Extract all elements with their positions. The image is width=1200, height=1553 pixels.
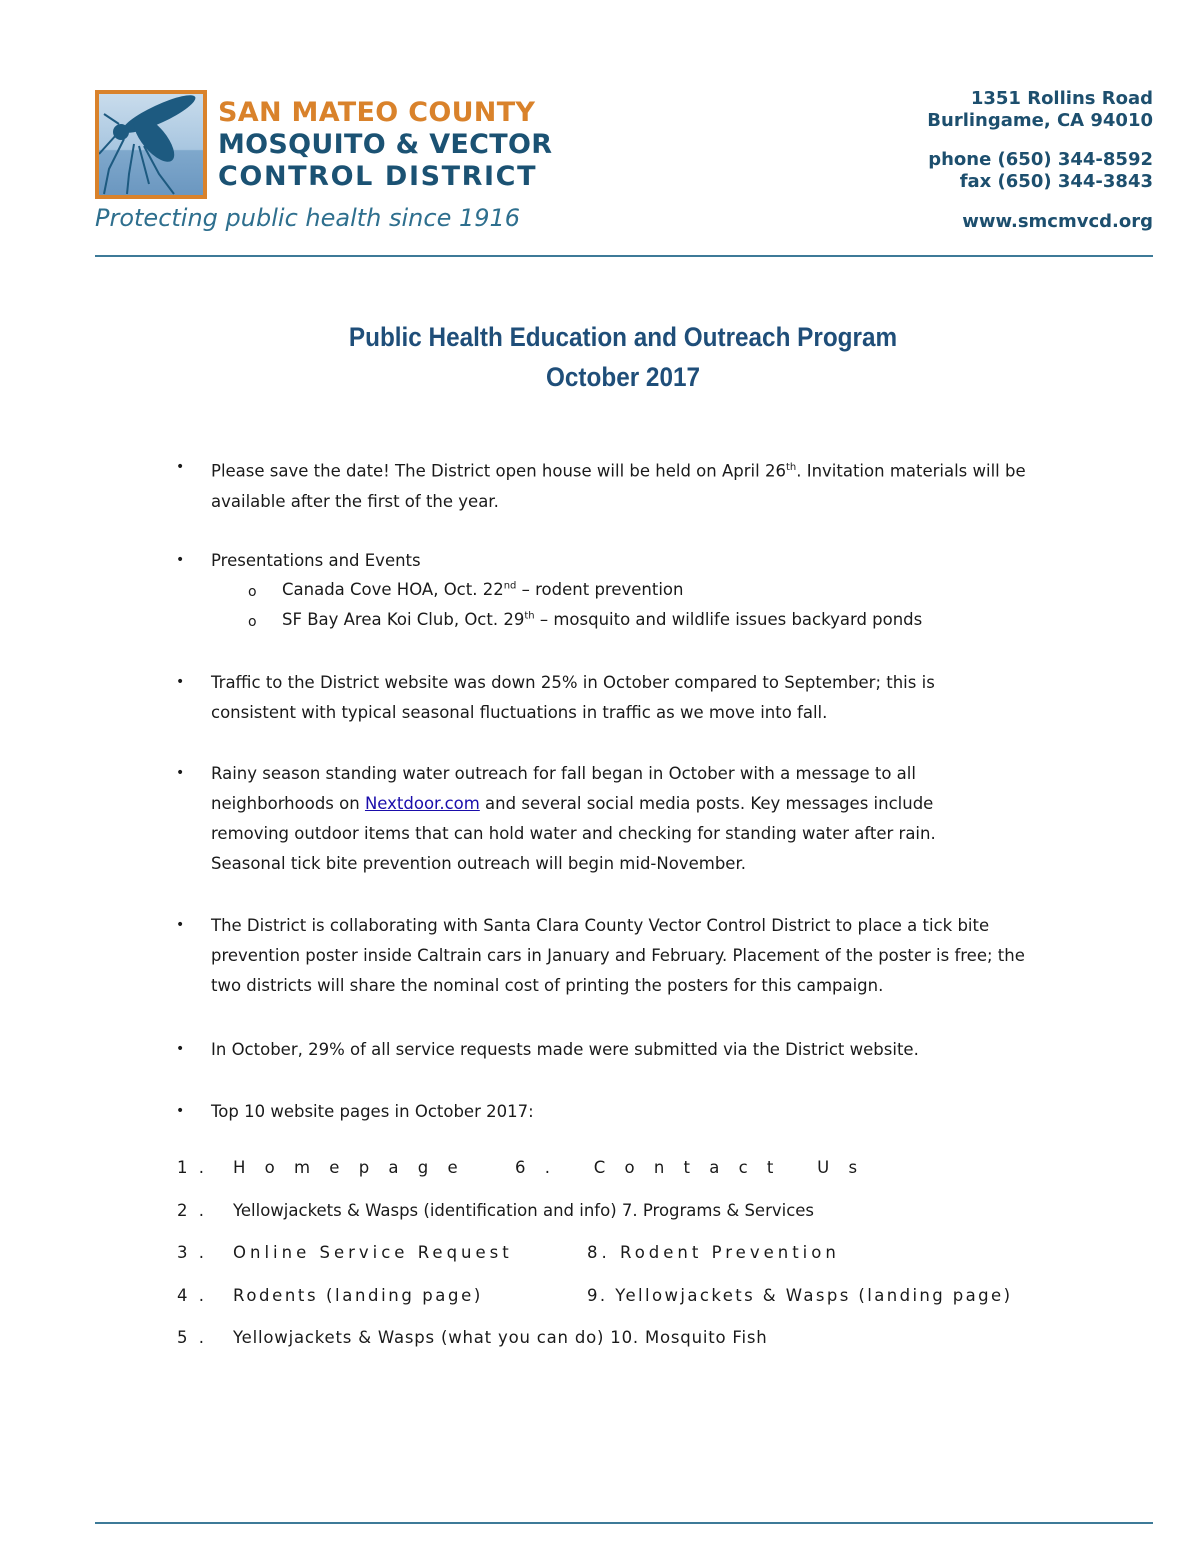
org-name-line3: CONTROL DISTRICT bbox=[218, 161, 538, 192]
phone: phone (650) 344-8592 bbox=[928, 149, 1153, 170]
bullet-presentations: Presentations and Events bbox=[211, 551, 421, 570]
address-line1: 1351 Rollins Road bbox=[970, 88, 1153, 109]
bullet-service-requests: In October, 29% of all service requests made were submitted via the District website. bbox=[211, 1040, 919, 1059]
bullet-icon: • bbox=[176, 1103, 185, 1119]
footer-divider bbox=[95, 1522, 1153, 1524]
event-koi-club: SF Bay Area Koi Club, Oct. 29th – mosquito and wildlife issues backyard ponds bbox=[282, 610, 923, 629]
bullet-open-house: Please save the date! The District open house will be held on April 26th. Invitation materials will be available after the first of the year. bbox=[211, 461, 1026, 511]
bullet-icon: • bbox=[176, 765, 185, 781]
nextdoor-link[interactable]: Nextdoor.com bbox=[364, 794, 480, 813]
top-page-item: Rodents (landing page) bbox=[233, 1286, 483, 1305]
document-subtitle: October 2017 bbox=[546, 362, 700, 392]
page-rank-number: 3 . bbox=[177, 1243, 207, 1262]
bullet-traffic: Traffic to the District website was down 25% in October compared to September; this is consistent with typical seasonal fluctuations in traffic as we move into fall. bbox=[211, 673, 935, 722]
address-line2: Burlingame, CA 94010 bbox=[927, 110, 1153, 131]
mosquito-logo-icon bbox=[95, 90, 207, 199]
top-page-item: 9. Yellowjackets & Wasps (landing page) bbox=[587, 1286, 1013, 1305]
bullet-rainy-season: Rainy season standing water outreach for fall began in October with a message to all neighborhoods on Nextdoor.com and several social media posts. Key messages include removing outdoor items that can hold water and checking for standing water after rain. Seasonal tick bite prevention outreach will begin mid-November. bbox=[211, 764, 936, 873]
page-rank-number: 5 . bbox=[177, 1328, 207, 1347]
top-page-item: Yellowjackets & Wasps (identification and info) 7. Programs & Services bbox=[233, 1201, 815, 1220]
bullet-icon: • bbox=[176, 459, 185, 475]
website[interactable]: www.smcmvcd.org bbox=[962, 211, 1153, 232]
sub-bullet-icon: o bbox=[248, 584, 257, 600]
bullet-icon: • bbox=[176, 917, 185, 933]
bullet-icon: • bbox=[176, 552, 185, 568]
org-name-line1: SAN MATEO COUNTY bbox=[218, 97, 536, 128]
top-page-item: H o m e p a g e bbox=[233, 1158, 465, 1177]
page-rank-number: 2 . bbox=[177, 1201, 207, 1220]
fax: fax (650) 344-3843 bbox=[959, 171, 1153, 192]
top-page-item: Online Service Request bbox=[233, 1243, 513, 1262]
bullet-icon: • bbox=[176, 1041, 185, 1057]
tagline: Protecting public health since 1916 bbox=[95, 204, 521, 232]
sub-bullet-icon: o bbox=[248, 614, 257, 630]
event-canada-cove: Canada Cove HOA, Oct. 22nd – rodent prevention bbox=[282, 580, 684, 599]
top-page-item: 8. Rodent Prevention bbox=[587, 1243, 840, 1262]
document-title: Public Health Education and Outreach Program bbox=[348, 322, 898, 352]
header-divider bbox=[95, 255, 1153, 257]
top-page-item: 6 . C o n t a c t U s bbox=[515, 1158, 865, 1177]
page-rank-number: 1 . bbox=[177, 1158, 207, 1177]
bullet-top-pages: Top 10 website pages in October 2017: bbox=[211, 1102, 534, 1121]
top-page-item: Yellowjackets & Wasps (what you can do) 10. Mosquito Fish bbox=[233, 1328, 768, 1347]
bullet-icon: • bbox=[176, 674, 185, 690]
org-name-line2: MOSQUITO & VECTOR bbox=[218, 129, 553, 160]
bullet-caltrain: The District is collaborating with Santa Clara County Vector Control District to place a tick bite prevention poster inside Caltrain cars in January and February. Placement of the poster is free; the two districts will share the nominal cost of printing the posters for this campaign. bbox=[211, 916, 1025, 995]
page-rank-number: 4 . bbox=[177, 1286, 207, 1305]
